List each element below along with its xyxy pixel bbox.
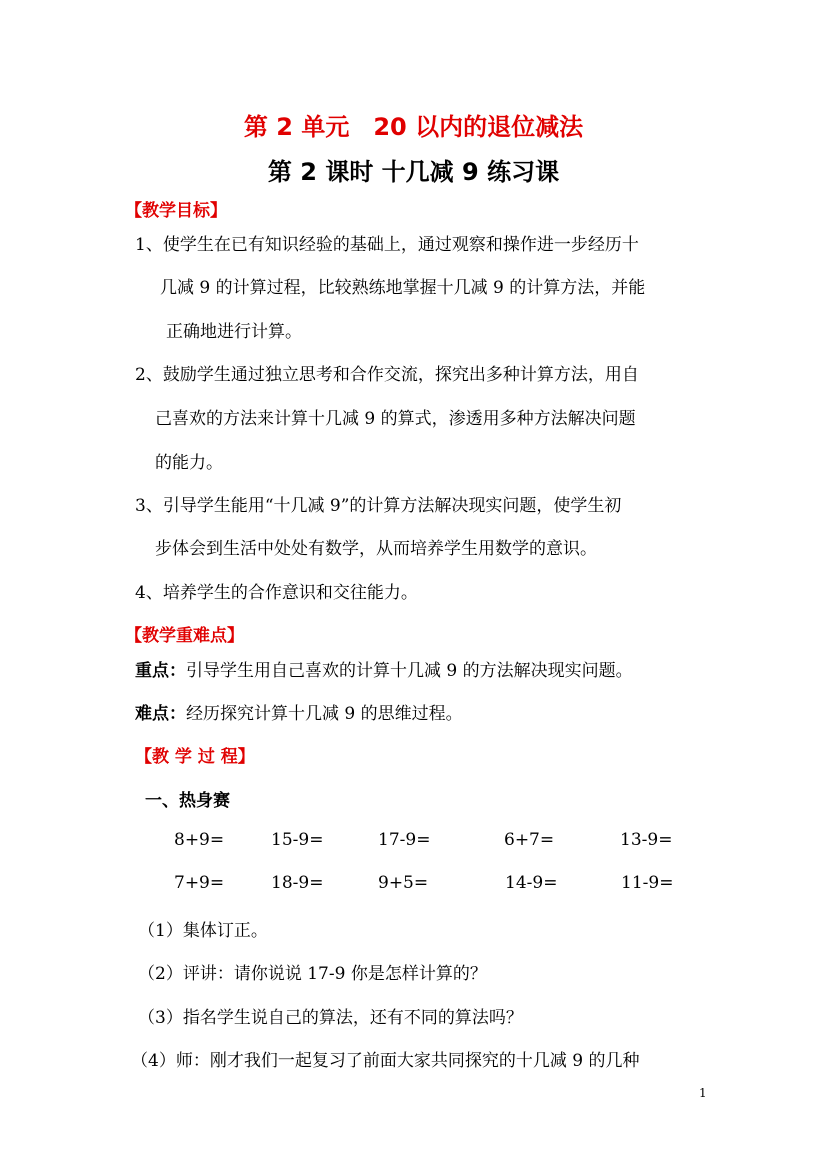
goal-line: 步体会到生活中处处有数学，从而培养学生用数学的意识。 [155, 539, 597, 559]
equation: 18-9= [271, 873, 324, 893]
goal-line: 1、使学生在已有知识经验的基础上，通过观察和操作进一步经历十 [135, 235, 639, 255]
goals-heading: 【教学目标】 [125, 201, 227, 221]
process-step: （3）指名学生说自己的算法，还有不同的算法吗？ [138, 1008, 523, 1028]
process-heading: 【教 学 过 程】 [135, 747, 255, 767]
goal-line: 4、培养学生的合作意识和交往能力。 [135, 583, 418, 603]
page-number: 1 [699, 1086, 707, 1100]
goal-line: 的能力。 [155, 453, 223, 473]
equation: 6+7= [504, 830, 555, 850]
focus-label: 重点： [135, 661, 186, 681]
keypoints-heading: 【教学重难点】 [125, 626, 244, 646]
process-step: （1）集体订正。 [138, 921, 268, 941]
process-step: （2）评讲：请你说说 17-9 你是怎样计算的？ [138, 964, 487, 984]
equation: 11-9= [621, 873, 674, 893]
goal-line: 3、引导学生能用“十几减 9”的计算方法解决现实问题，使学生初 [135, 496, 622, 516]
focus-text: 引导学生用自己喜欢的计算十几减 9 的方法解决现实问题。 [186, 661, 633, 681]
equation: 9+5= [378, 873, 429, 893]
lesson-subtitle: 第 2 课时 十几减 9 练习课 [267, 158, 560, 186]
equation: 13-9= [620, 830, 673, 850]
equation: 15-9= [271, 830, 324, 850]
goal-line: 己喜欢的方法来计算十几减 9 的算式，渗透用多种方法解决问题 [155, 409, 636, 429]
equation: 7+9= [174, 873, 225, 893]
process-step: （4）师：刚才我们一起复习了前面大家共同探究的十几减 9 的几种 [131, 1051, 640, 1071]
warmup-title: 一、热身赛 [145, 791, 230, 811]
difficulty-line [135, 699, 463, 724]
equation: 17-9= [378, 830, 431, 850]
equation: 14-9= [505, 873, 558, 893]
goal-line: 2、鼓励学生通过独立思考和合作交流，探究出多种计算方法，用自 [135, 365, 639, 385]
equation: 8+9= [174, 830, 225, 850]
difficulty-text: 经历探究计算十几减 9 的思维过程。 [186, 704, 463, 724]
difficulty-label: 难点： [135, 704, 186, 724]
focus-line [135, 656, 633, 681]
goal-line: 正确地进行计算。 [166, 322, 302, 342]
unit-title: 第 2 单元 20 以内的退位减法 [243, 113, 584, 141]
goal-line: 几减 9 的计算过程，比较熟练地掌握十几减 9 的计算方法，并能 [160, 278, 646, 298]
